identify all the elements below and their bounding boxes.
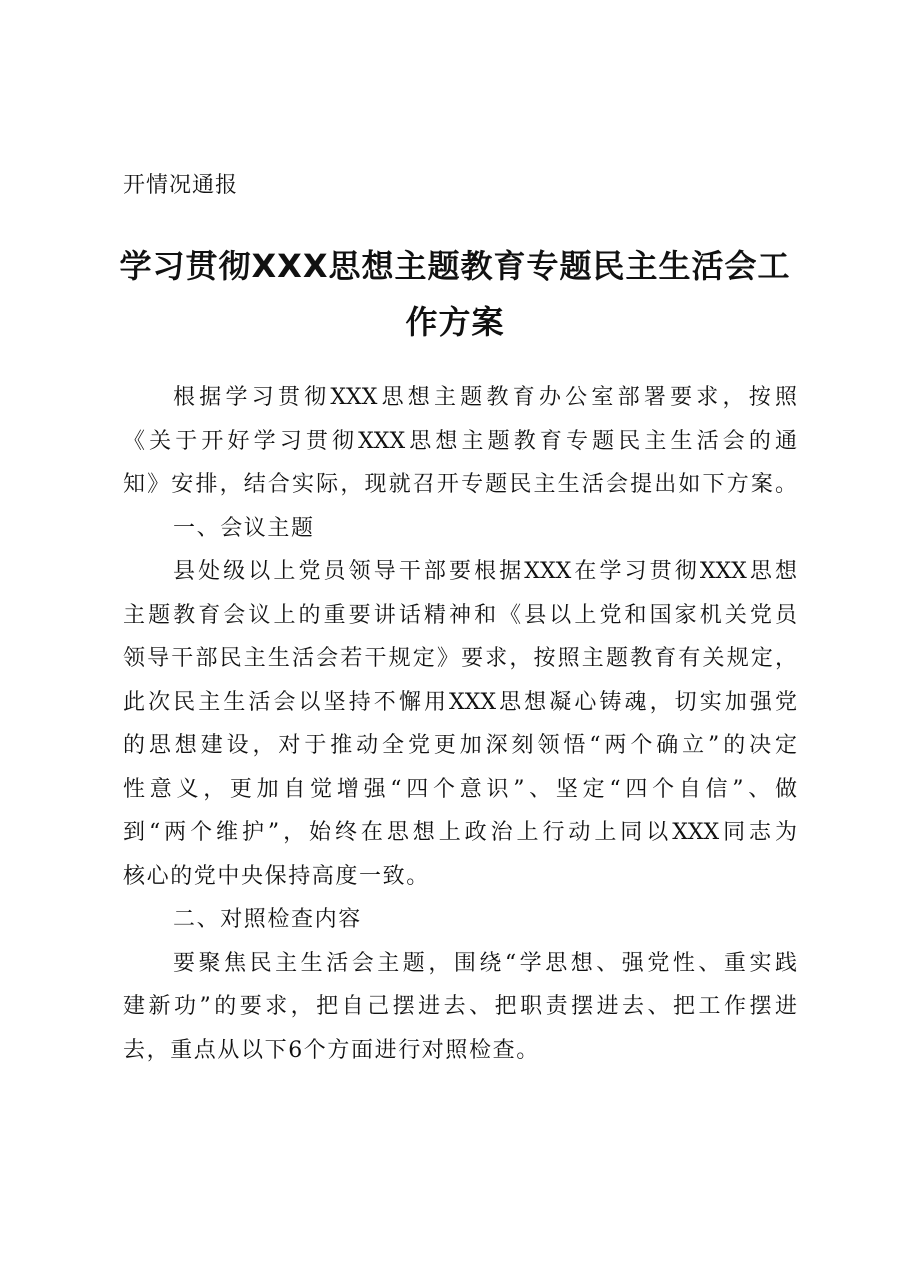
- paragraph-line: 性意义，更加自觉增强“四个意识”、坚定“四个自信”、做: [123, 776, 797, 802]
- paragraph-line: 《关于开好学习贯彻XXX思想主题教育专题民主生活会的通: [123, 428, 797, 454]
- document-body: [123, 376, 797, 1072]
- paragraph-line: 到“两个维护”，始终在思想上政治上行动上同以XXX同志为: [123, 820, 797, 845]
- section-heading: [123, 507, 797, 551]
- document-title: [110, 238, 800, 350]
- title-line: 作方案: [405, 303, 505, 341]
- section-heading: [123, 898, 797, 942]
- paragraph-line: 根据学习贯彻XXX思想主题教育办公室部署要求，按照: [173, 385, 797, 410]
- title-line: 学习贯彻XXX思想主题教育专题民主生活会工: [119, 247, 791, 285]
- paragraph-line: 建新功”的要求，把自己摆进去、把职责摆进去、把工作摆进: [123, 994, 797, 1019]
- section-paragraph: [123, 942, 797, 1073]
- section-paragraph: [123, 550, 797, 898]
- paragraph-line: 核心的党中央保持高度一致。: [123, 863, 430, 889]
- paragraph-line: 领导干部民主生活会若干规定》要求，按照主题教育有关规定，: [123, 646, 797, 671]
- section-heading-text: 二、对照检查内容: [173, 907, 362, 932]
- paragraph-line: 知》安排，结合实际，现就召开专题民主生活会提出如下方案。: [123, 472, 797, 497]
- paragraph-line: 此次民主生活会以坚持不懈用XXX思想凝心铸魂，切实加强党: [123, 689, 797, 715]
- paragraph-line: 县处级以上党员领导干部要根据XXX在学习贯彻XXX思想: [173, 559, 797, 584]
- paragraph-line: 的思想建设，对于推动全党更加深刻领悟“两个确立”的决定: [123, 733, 797, 758]
- paragraph-line: 去，重点从以下6个方面进行对照检查。: [123, 1037, 540, 1063]
- section-heading-text: 一、会议主题: [173, 515, 315, 541]
- paragraph-line: 要聚焦民主生活会主题，围绕“学思想、强党性、重实践: [173, 950, 797, 976]
- header-note: 开情况通报: [123, 173, 239, 198]
- paragraph-line: 主题教育会议上的重要讲话精神和《县以上党和国家机关党员: [123, 602, 797, 628]
- intro-paragraph: [123, 376, 797, 507]
